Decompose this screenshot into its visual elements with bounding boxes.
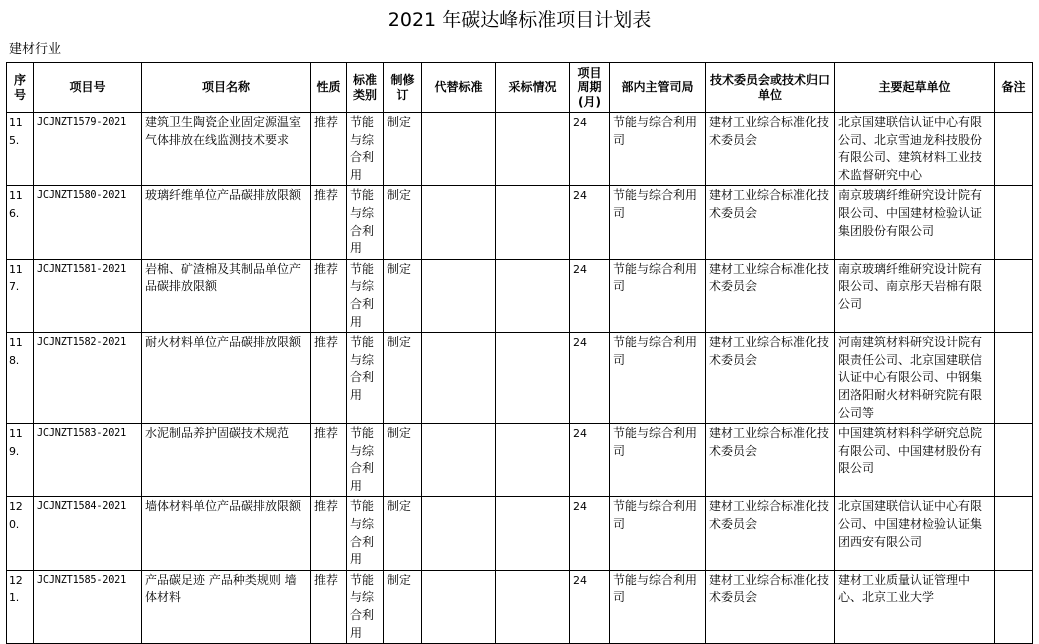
cell-code: JCJNZT1580-2021 <box>34 186 142 259</box>
header-revision: 制修订 <box>384 63 422 113</box>
cell-seq: 121. <box>7 570 34 643</box>
cell-cycle: 24 <box>570 497 610 570</box>
header-name: 项目名称 <box>142 63 311 113</box>
cell-dept: 节能与综合利用司 <box>610 333 706 424</box>
cell-category: 节能与综合利用 <box>347 333 384 424</box>
cell-revision: 制定 <box>384 424 422 497</box>
cell-category: 节能与综合利用 <box>347 497 384 570</box>
table-row <box>7 186 1033 259</box>
cell-seq: 117. <box>7 259 34 332</box>
cell-name: 岩棉、矿渣棉及其制品单位产品碳排放限额 <box>142 259 311 332</box>
cell-nature: 推荐 <box>311 259 347 332</box>
cell-committee: 建材工业综合标准化技术委员会 <box>706 186 835 259</box>
cell-adopt <box>496 186 570 259</box>
cell-nature: 推荐 <box>311 113 347 186</box>
cell-remark <box>995 113 1033 186</box>
cell-code: JCJNZT1583-2021 <box>34 424 142 497</box>
table-row <box>7 497 1033 570</box>
cell-replace <box>422 186 496 259</box>
cell-dept: 节能与综合利用司 <box>610 570 706 643</box>
header-replace: 代替标准 <box>422 63 496 113</box>
header-seq: 序号 <box>7 63 34 113</box>
header-code: 项目号 <box>34 63 142 113</box>
cell-drafter: 北京国建联信认证中心有限公司、北京雪迪龙科技股份有限公司、建筑材料工业技术监督研究中心 <box>835 113 995 186</box>
section-label: 建材行业 <box>9 42 62 57</box>
standards-plan-table <box>6 62 1033 644</box>
header-drafter: 主要起草单位 <box>835 63 995 113</box>
cell-cycle: 24 <box>570 259 610 332</box>
cell-drafter: 南京玻璃纤维研究设计院有限公司、中国建材检验认证集团股份有限公司 <box>835 186 995 259</box>
cell-name: 产品碳足迹 产品种类规则 墙体材料 <box>142 570 311 643</box>
cell-replace <box>422 570 496 643</box>
header-remark: 备注 <box>995 63 1033 113</box>
cell-revision: 制定 <box>384 259 422 332</box>
cell-cycle: 24 <box>570 333 610 424</box>
cell-committee: 建材工业综合标准化技术委员会 <box>706 570 835 643</box>
cell-adopt <box>496 113 570 186</box>
table-row <box>7 424 1033 497</box>
cell-replace <box>422 333 496 424</box>
table-row <box>7 333 1033 424</box>
header-category: 标准类别 <box>347 63 384 113</box>
cell-drafter: 北京国建联信认证中心有限公司、中国建材检验认证集团西安有限公司 <box>835 497 995 570</box>
cell-dept: 节能与综合利用司 <box>610 186 706 259</box>
cell-code: JCJNZT1579-2021 <box>34 113 142 186</box>
cell-replace <box>422 259 496 332</box>
cell-remark <box>995 186 1033 259</box>
cell-cycle: 24 <box>570 186 610 259</box>
cell-drafter: 南京玻璃纤维研究设计院有限公司、南京彤天岩棉有限公司 <box>835 259 995 332</box>
cell-committee: 建材工业综合标准化技术委员会 <box>706 497 835 570</box>
cell-committee: 建材工业综合标准化技术委员会 <box>706 424 835 497</box>
cell-adopt <box>496 424 570 497</box>
cell-committee: 建材工业综合标准化技术委员会 <box>706 259 835 332</box>
page-title: 2021 年碳达峰标准项目计划表 <box>387 9 652 31</box>
cell-dept: 节能与综合利用司 <box>610 113 706 186</box>
cell-dept: 节能与综合利用司 <box>610 424 706 497</box>
cell-category: 节能与综合利用 <box>347 259 384 332</box>
cell-category: 节能与综合利用 <box>347 424 384 497</box>
header-row <box>7 63 1033 113</box>
header-adopt: 采标情况 <box>496 63 570 113</box>
cell-nature: 推荐 <box>311 333 347 424</box>
cell-replace <box>422 113 496 186</box>
cell-revision: 制定 <box>384 186 422 259</box>
cell-replace <box>422 497 496 570</box>
cell-name: 建筑卫生陶瓷企业固定源温室气体排放在线监测技术要求 <box>142 113 311 186</box>
cell-code: JCJNZT1581-2021 <box>34 259 142 332</box>
cell-cycle: 24 <box>570 424 610 497</box>
cell-seq: 115. <box>7 113 34 186</box>
table-row <box>7 259 1033 332</box>
cell-drafter: 建材工业质量认证管理中心、北京工业大学 <box>835 570 995 643</box>
cell-code: JCJNZT1582-2021 <box>34 333 142 424</box>
cell-committee: 建材工业综合标准化技术委员会 <box>706 333 835 424</box>
cell-seq: 118. <box>7 333 34 424</box>
cell-category: 节能与综合利用 <box>347 186 384 259</box>
cell-dept: 节能与综合利用司 <box>610 259 706 332</box>
cell-revision: 制定 <box>384 497 422 570</box>
cell-dept: 节能与综合利用司 <box>610 497 706 570</box>
header-nature: 性质 <box>311 63 347 113</box>
table-row <box>7 113 1033 186</box>
cell-drafter: 中国建筑材料科学研究总院有限公司、中国建材股份有限公司 <box>835 424 995 497</box>
cell-seq: 119. <box>7 424 34 497</box>
cell-remark <box>995 497 1033 570</box>
cell-drafter: 河南建筑材料研究设计院有限责任公司、北京国建联信认证中心有限公司、中钢集团洛阳耐火材料研究院有限公司等 <box>835 333 995 424</box>
cell-remark <box>995 333 1033 424</box>
cell-remark <box>995 259 1033 332</box>
cell-cycle: 24 <box>570 113 610 186</box>
cell-revision: 制定 <box>384 113 422 186</box>
cell-remark <box>995 424 1033 497</box>
header-cycle: 项目周期(月) <box>570 63 610 113</box>
cell-name: 墙体材料单位产品碳排放限额 <box>142 497 311 570</box>
cell-name: 耐火材料单位产品碳排放限额 <box>142 333 311 424</box>
table-row <box>7 570 1033 643</box>
cell-nature: 推荐 <box>311 424 347 497</box>
cell-seq: 120. <box>7 497 34 570</box>
cell-code: JCJNZT1585-2021 <box>34 570 142 643</box>
cell-category: 节能与综合利用 <box>347 113 384 186</box>
cell-name: 玻璃纤维单位产品碳排放限额 <box>142 186 311 259</box>
cell-nature: 推荐 <box>311 570 347 643</box>
cell-revision: 制定 <box>384 333 422 424</box>
cell-adopt <box>496 259 570 332</box>
cell-category: 节能与综合利用 <box>347 570 384 643</box>
cell-name: 水泥制品养护固碳技术规范 <box>142 424 311 497</box>
cell-cycle: 24 <box>570 570 610 643</box>
cell-adopt <box>496 497 570 570</box>
header-committee: 技术委员会或技术归口单位 <box>706 63 835 113</box>
cell-committee: 建材工业综合标准化技术委员会 <box>706 113 835 186</box>
cell-replace <box>422 424 496 497</box>
cell-revision: 制定 <box>384 570 422 643</box>
header-dept: 部内主管司局 <box>610 63 706 113</box>
cell-seq: 116. <box>7 186 34 259</box>
cell-remark <box>995 570 1033 643</box>
cell-adopt <box>496 570 570 643</box>
cell-code: JCJNZT1584-2021 <box>34 497 142 570</box>
cell-nature: 推荐 <box>311 186 347 259</box>
cell-nature: 推荐 <box>311 497 347 570</box>
cell-adopt <box>496 333 570 424</box>
